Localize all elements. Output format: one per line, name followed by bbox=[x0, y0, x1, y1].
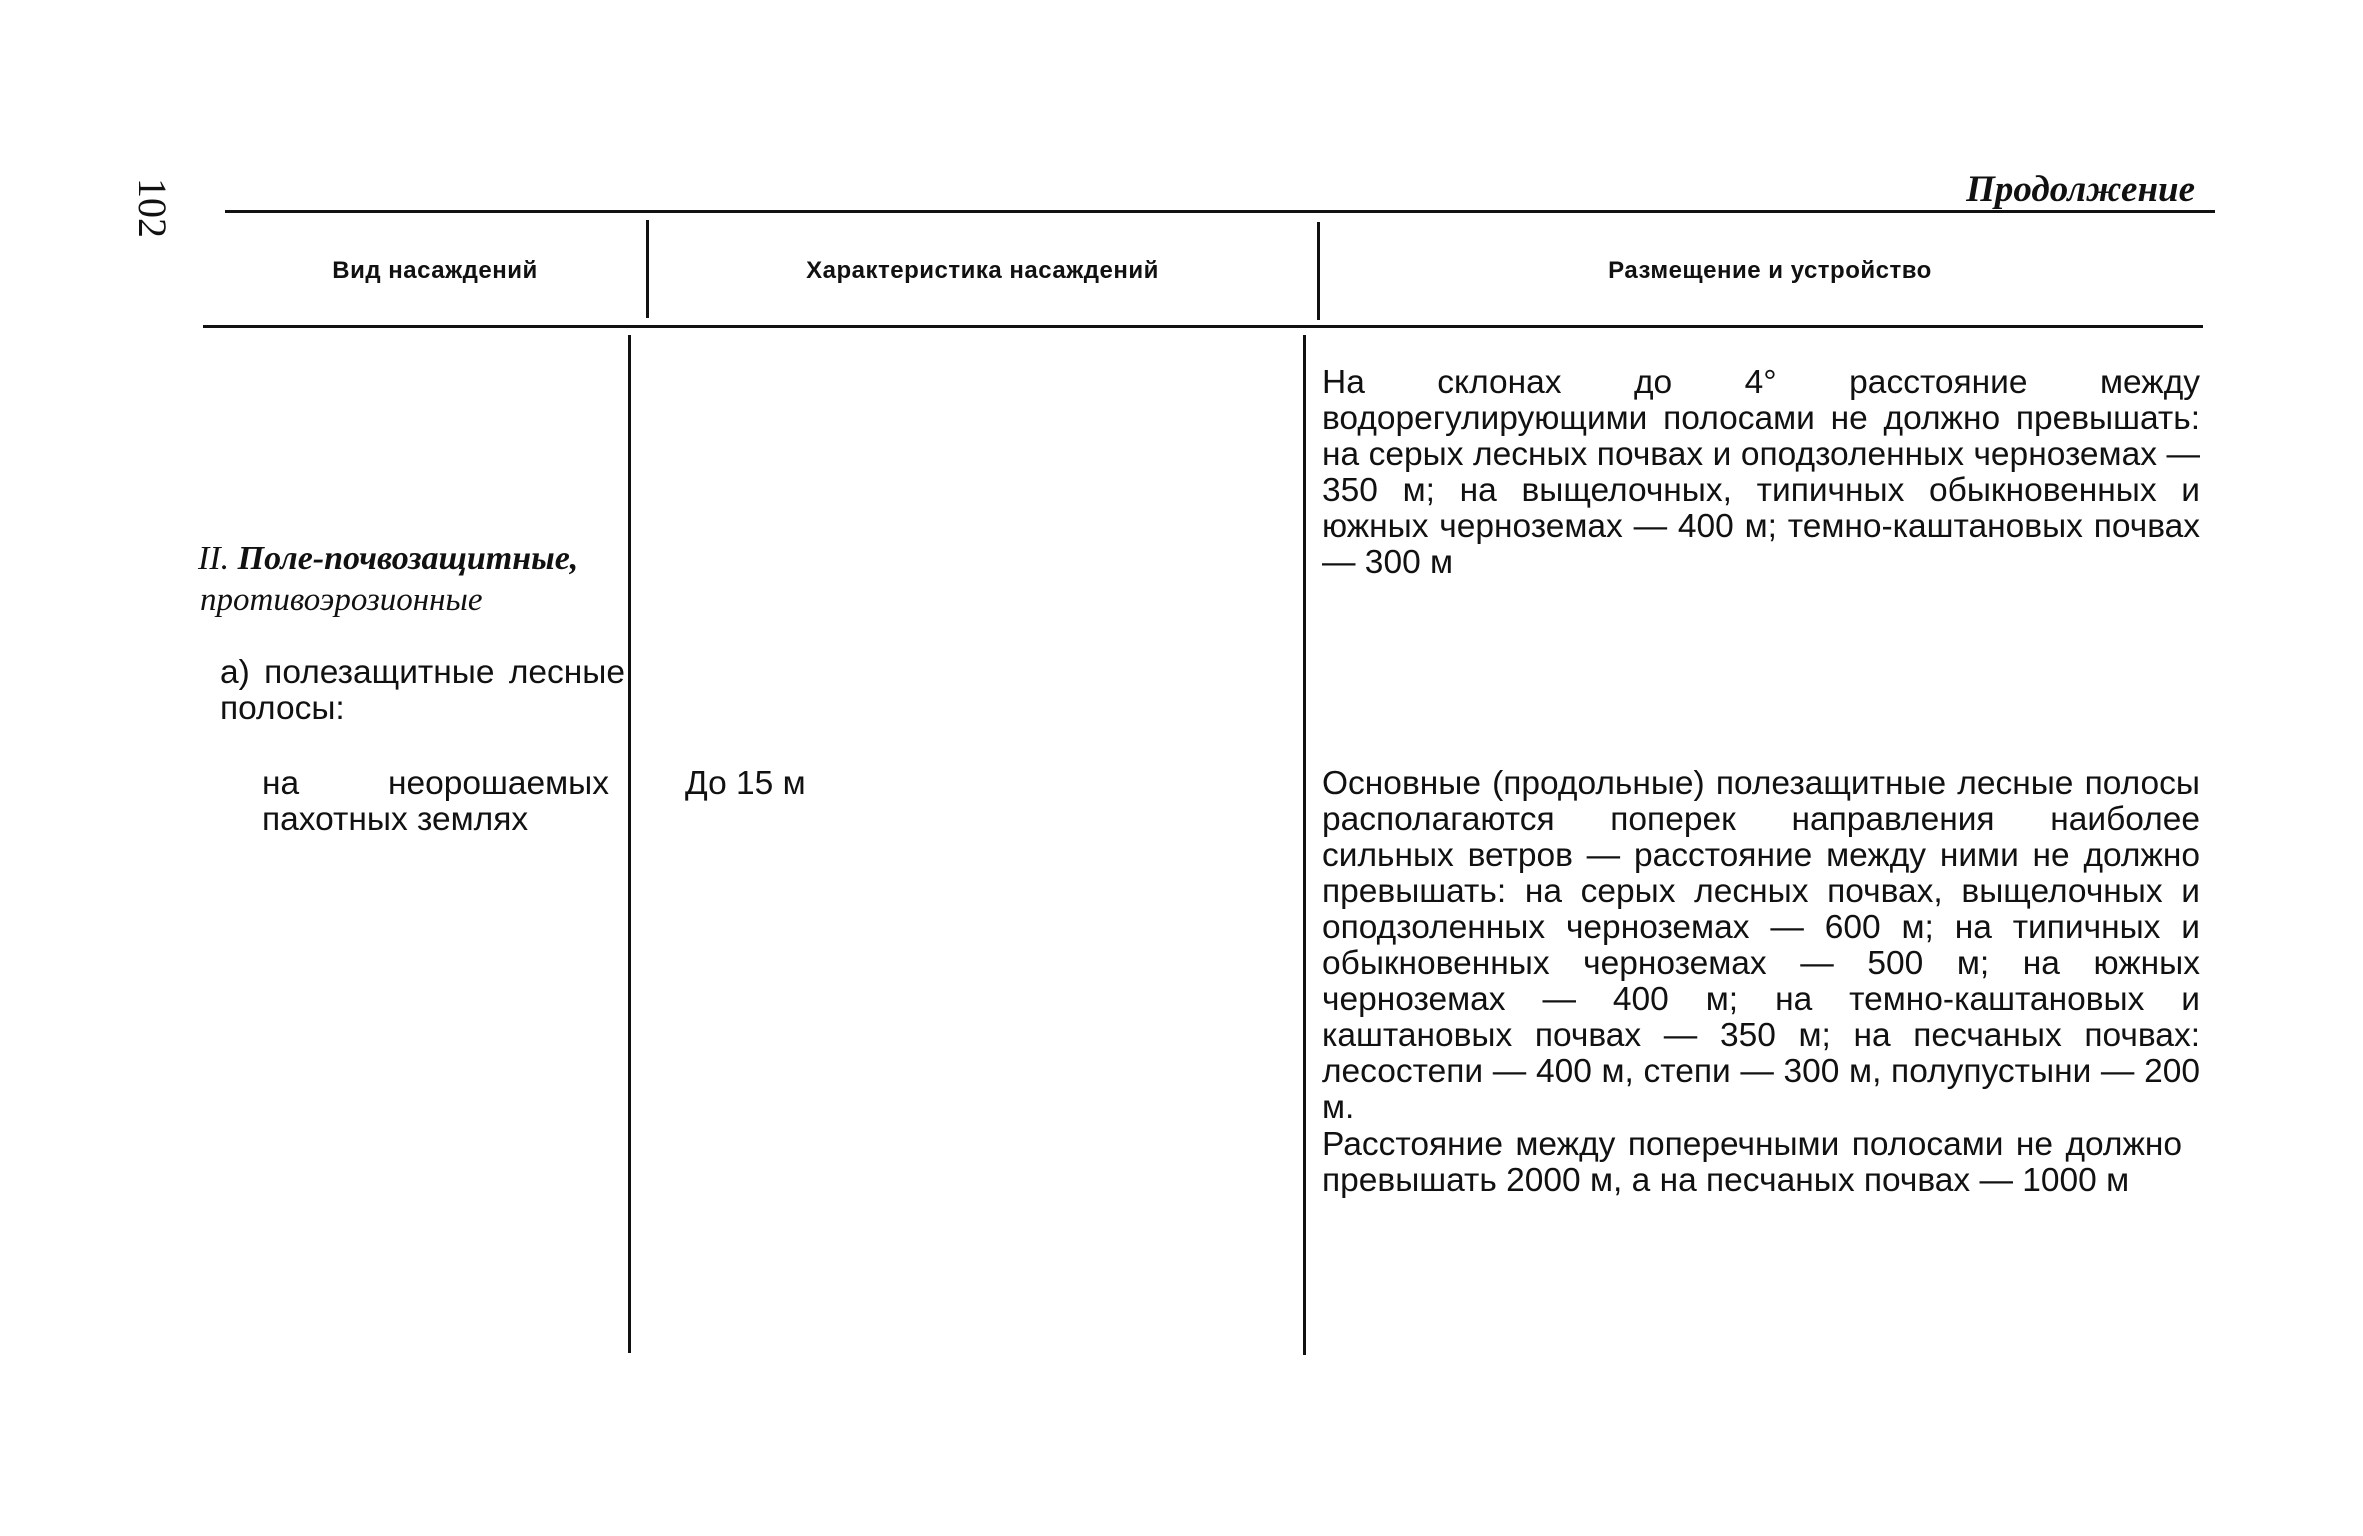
item-characteristic: До 15 м bbox=[685, 765, 806, 802]
table-top-rule bbox=[225, 210, 2215, 213]
section-title bbox=[198, 540, 628, 577]
header-type: Вид насаждений bbox=[332, 257, 538, 284]
section-subtitle: противоэрозионные bbox=[200, 582, 483, 618]
header-divider-1 bbox=[646, 220, 649, 318]
continuation-label: Продолжение bbox=[1966, 169, 2195, 210]
placement-cross-strips: Расстояние между поперечными полосами не должно превышать 2000 м, а на песчаных почвах — 1000 м bbox=[1322, 1126, 2182, 1199]
table-header-bottom-rule bbox=[203, 325, 2203, 328]
page-number: 102 bbox=[130, 178, 175, 238]
section-title-main: Поле-почвозащитные, bbox=[237, 540, 579, 577]
header-characteristic: Характеристика насаждений bbox=[806, 257, 1159, 284]
placement-slopes: На склонах до 4° расстояние между водорегулирующими полосами не должно превышать: на серых лесных почвах и оподзоленных черноземах — 350 м; на выщелочных, типичных обыкновенных и южных черноземах — 400 м; темно-каштановых почвах — 300 м bbox=[1322, 364, 2200, 581]
section-numeral: II. bbox=[198, 540, 230, 577]
placement-main-strips: Основные (продольные) полезащитные лесные полосы располагаются поперек направления наиболее сильных ветров — расстояние между ними не должно превышать: на серых лесных почвах, выщелочных и оподзоленных черноземах — 600 м; на типичных и обыкновенных черноземах — 500 м; на южных черноземах — 400 м; на темно-каштановых и каштановых почвах — 350 м; на песчаных почвах: лесостепи — 400 м, степи — 300 м, полупустыни — 200 м. bbox=[1322, 765, 2200, 1126]
subsection-a: а) полезащитные лесные полосы: bbox=[220, 654, 625, 727]
header-placement: Размещение и устройство bbox=[1608, 257, 1932, 284]
body-divider-1 bbox=[628, 335, 631, 1353]
body-divider-2 bbox=[1303, 335, 1306, 1355]
item-label: на неорошаемых пахотных землях bbox=[262, 765, 609, 838]
